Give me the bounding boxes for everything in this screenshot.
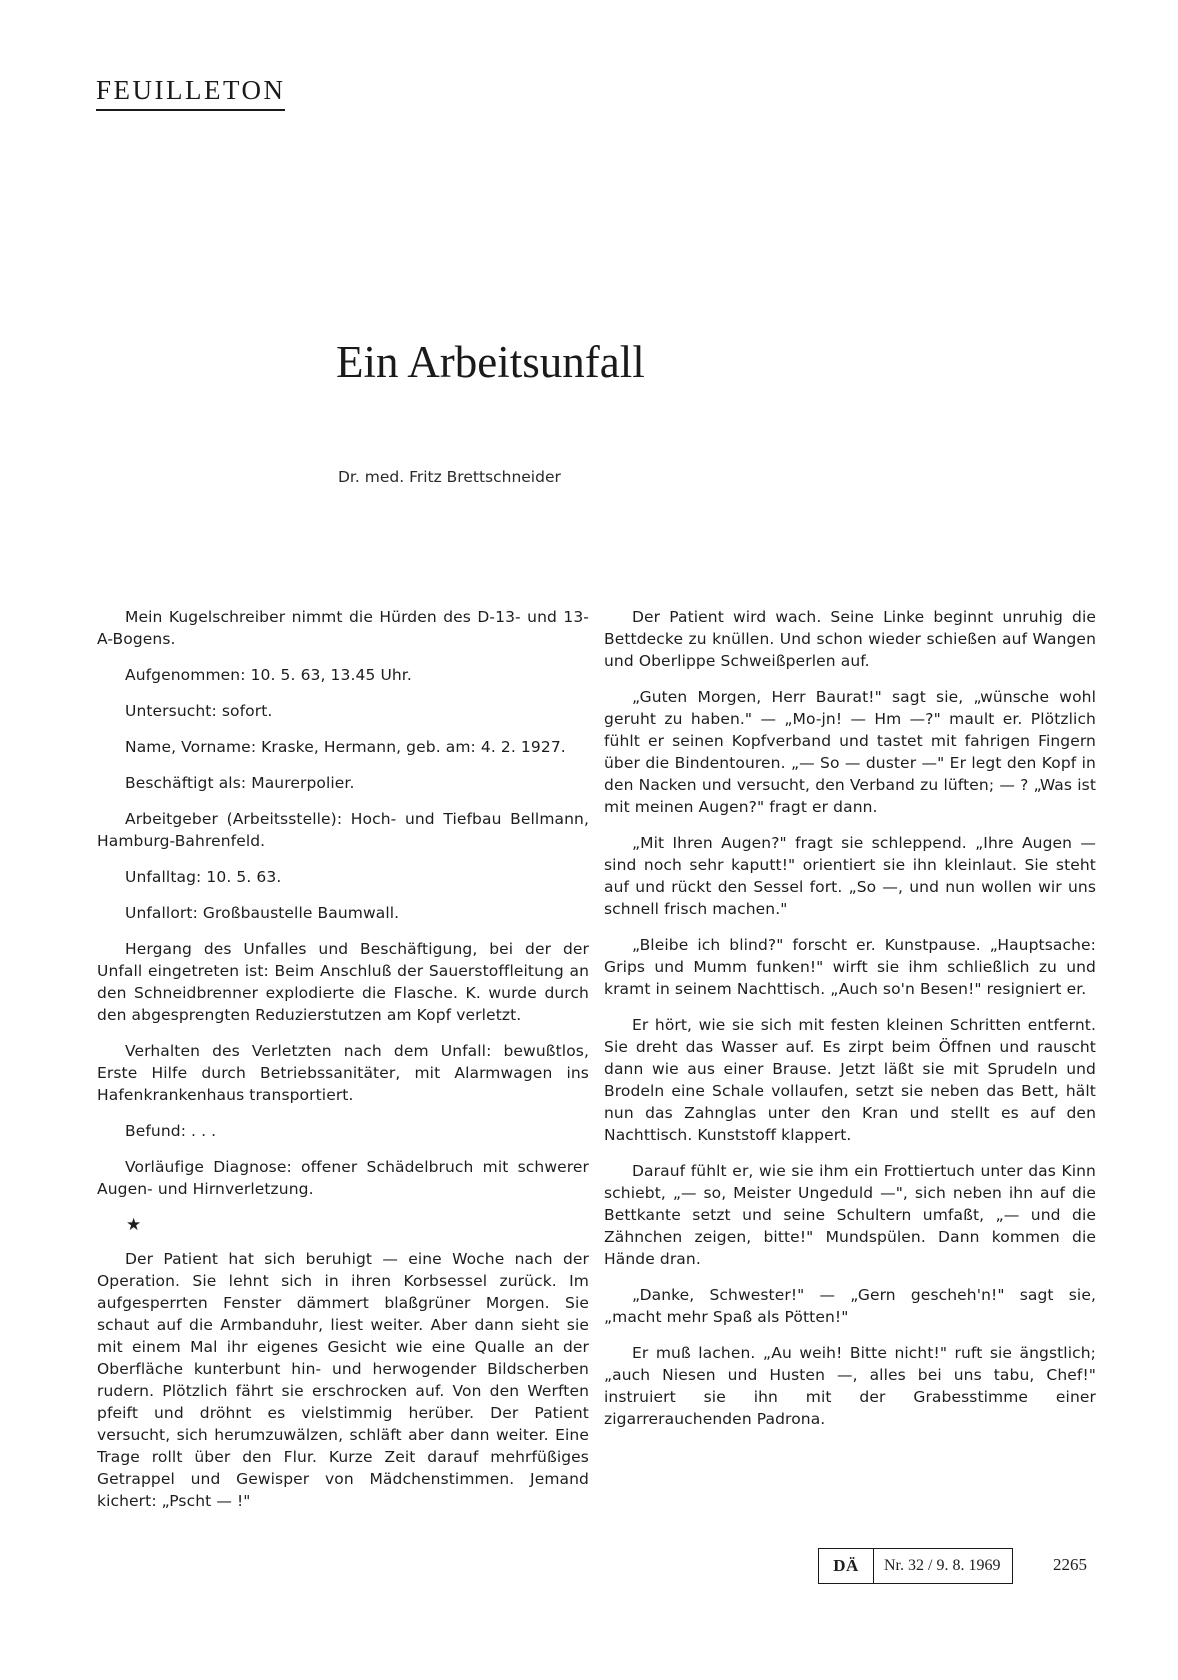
paragraph: „Danke, Schwester!" — „Gern gescheh'n!" sagt sie, „macht mehr Spaß als Pötten!" [604, 1286, 1096, 1326]
paragraph: Befund: . . . [125, 1122, 217, 1140]
right-column [604, 606, 1096, 1444]
paragraph: Arbeitgeber (Arbeitsstelle): Hoch- und Tiefbau Bellmann, Hamburg-Bahrenfeld. [97, 810, 589, 850]
article-title: Ein Arbeitsunfall [336, 337, 645, 387]
paragraph: Hergang des Unfalles und Beschäftigung, bei der der Unfall eingetreten ist: Beim Anschluß der Sauerstoffleitung an den Schneidbrenner explodierte die Flasche. K. wurde durch den abgesprengten Reduzierstutzen am Kopf verletzt. [97, 940, 589, 1024]
paragraph: Beschäftigt als: Maurerpolier. [125, 774, 355, 792]
paragraph: Mein Kugelschreiber nimmt die Hürden des D-13- und 13-A-Bogens. [97, 608, 589, 648]
paragraph: Untersucht: sofort. [125, 702, 273, 720]
article-author: Dr. med. Fritz Brettschneider [338, 468, 561, 486]
journal-footer [818, 1548, 1013, 1584]
paragraph: Der Patient wird wach. Seine Linke beginnt unruhig die Bettdecke zu knüllen. Und schon wieder schießen auf Wangen und Oberlippe Schweißperlen auf. [604, 608, 1096, 670]
paragraph: Er hört, wie sie sich mit festen kleinen Schritten entfernt. Sie dreht das Wasser auf. Es zirpt beim Öffnen und rauscht dann wie aus einer Brause. Jetzt läßt sie mit Sprudeln und Brodeln eine Schale vollaufen, setzt sie neben das Bett, hält nun das Zahnglas unter den Kran und stellt es auf den Nachttisch. Kunststoff klappert. [604, 1016, 1096, 1144]
section-separator-star: ★ [126, 1215, 142, 1235]
paragraph: Vorläufige Diagnose: offener Schädelbruch mit schwerer Augen- und Hirnverletzung. [97, 1158, 589, 1198]
left-column [97, 606, 589, 1526]
paragraph: Aufgenommen: 10. 5. 63, 13.45 Uhr. [125, 666, 412, 684]
paragraph: Unfalltag: 10. 5. 63. [125, 868, 282, 886]
paragraph: Er muß lachen. „Au weih! Bitte nicht!" ruft sie ängstlich; „auch Niesen und Husten —, alles bei uns tabu, Chef!" instruiert sie ihn mit der Grabesstimme einer zigarrerauchenden Padrona. [604, 1344, 1096, 1428]
paragraph: „Guten Morgen, Herr Baurat!" sagt sie, „wünsche wohl geruht zu haben." — „Mo-jn! — Hm —?" mault er. Plötzlich fühlt er seinen Kopfverband und tastet mit fahrigen Fingern über die Bindentouren. „— So — duster —" Er legt den Kopf in den Nacken und versucht, den Verband zu lüften; — ? „Was ist mit meinen Augen?" fragt er dann. [604, 688, 1096, 816]
paragraph: Darauf fühlt er, wie sie ihm ein Frottiertuch unter das Kinn schiebt, „— so, Meister Ungeduld —", sich neben ihn auf die Bettkante setzt und seine Schultern umfaßt, „— und die Zähnchen zeigen, bitte!" Mundspülen. Dann kommen die Hände dran. [604, 1162, 1096, 1268]
paragraph: Der Patient hat sich beruhigt — eine Woche nach der Operation. Sie lehnt sich in ihren Korbsessel zurück. Im aufgesperrten Fenster dämmert blaßgrüner Morgen. Sie schaut auf die Armbanduhr, liest weiter. Aber dann sieht sie mit einem Mal ihr eigenes Gesicht wie eine Qualle an der Oberfläche kunterbunt hin- und herwogender Bildscherben rudern. Plötzlich fährt sie erschrocken auf. Von den Werften pfeift und dröhnt es vielstimmig herüber. Der Patient versucht, sich herumzuwälzen, schläft aber dann weiter. Eine Trage rollt über den Flur. Kurze Zeit darauf mehrfüßiges Getrappel und Gewisper von Mädchenstimmen. Jemand kichert: „Pscht — !" [97, 1250, 589, 1510]
paragraph: Verhalten des Verletzten nach dem Unfall: bewußtlos, Erste Hilfe durch Betriebssanitäter, mit Alarmwagen ins Hafenkrankenhaus transportiert. [97, 1042, 589, 1104]
paragraph: „Bleibe ich blind?" forscht er. Kunstpause. „Hauptsache: Grips und Mumm funken!" wirft sie ihm schließlich zu und kramt in seinem Nachttisch. „Auch so'n Besen!" resigniert er. [604, 936, 1096, 998]
section-heading: FEUILLETON [96, 76, 285, 111]
paragraph: Name, Vorname: Kraske, Hermann, geb. am: 4. 2. 1927. [125, 738, 566, 756]
journal-logo: DÄ [819, 1549, 874, 1583]
paragraph: „Mit Ihren Augen?" fragt sie schleppend. „Ihre Augen — sind noch sehr kaputt!" orientiert sie ihn kleinlaut. Sie steht auf und rückt den Sessel fort. „So —, und nun wollen wir uns schnell frisch machen." [604, 834, 1096, 918]
paragraph: Unfallort: Großbaustelle Baumwall. [125, 904, 400, 922]
issue-info: Nr. 32 / 9. 8. 1969 [884, 1557, 1001, 1574]
page-number: 2265 [1053, 1555, 1087, 1574]
